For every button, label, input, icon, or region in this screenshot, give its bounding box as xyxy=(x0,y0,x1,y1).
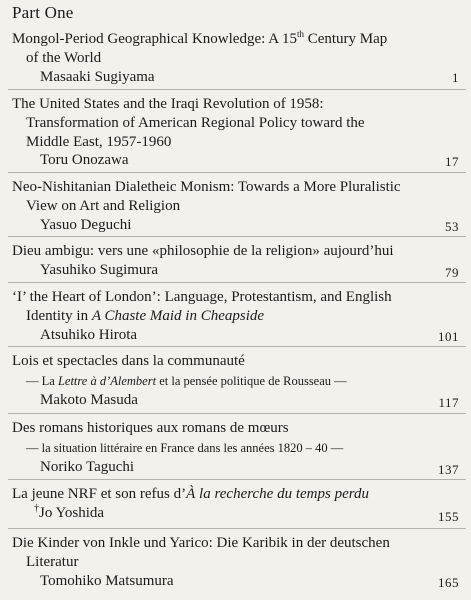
entry-page-number: 53 xyxy=(445,219,459,234)
entry-page-number: 117 xyxy=(438,395,459,410)
entry-page-number: 79 xyxy=(445,265,459,280)
part-title: Part One xyxy=(12,3,74,22)
entry-divider xyxy=(8,282,466,283)
dagger-mark: † xyxy=(34,503,39,514)
entry-page-number: 165 xyxy=(438,575,459,590)
entry-page-number: 137 xyxy=(438,462,459,477)
entry-divider xyxy=(8,346,466,347)
entry-title: Mongol-Period Geographical Knowledge: A 15th Century Map xyxy=(12,29,388,47)
entry-title: The United States and the Iraqi Revolution of 1958: xyxy=(12,96,324,112)
entry-divider xyxy=(8,413,466,414)
entry-title: ‘I’ the Heart of London’: Language, Protestantism, and English xyxy=(12,289,392,305)
entry-title: Neo-Nishitanian Dialetheic Monism: Towards a More Pluralistic xyxy=(12,179,401,195)
entry-title-continued: Literatur xyxy=(26,554,79,570)
entry-author: Toru Onozawa xyxy=(40,152,129,168)
entry-divider xyxy=(8,89,466,90)
entry-divider xyxy=(8,236,466,237)
entry-title-continued: Identity in A Chaste Maid in Cheapside xyxy=(26,308,265,324)
entry-title: Des romans historiques aux romans de mœurs xyxy=(12,420,289,436)
entry-author: Makoto Masuda xyxy=(40,392,138,408)
entry-divider xyxy=(8,479,466,480)
entry-author: Yasuhiko Sugimura xyxy=(40,262,159,278)
entry-title-continued: of the World xyxy=(26,50,102,66)
entry-title: Dieu ambigu: vers une «philosophie de la religion» aujourd’hui xyxy=(12,243,394,259)
entry-page-number: 155 xyxy=(438,509,459,524)
entry-author: Atsuhiko Hirota xyxy=(40,327,138,343)
entry-author: †Jo Yoshida xyxy=(34,503,105,521)
entry-subtitle: — la situation littéraire en France dans les années 1820 – 40 — xyxy=(26,441,344,455)
entry-divider xyxy=(8,528,466,529)
entry-page-number: 17 xyxy=(445,154,459,169)
entry-page-number: 101 xyxy=(438,329,459,344)
entry-author: Yasuo Deguchi xyxy=(40,217,132,233)
entry-subtitle: — La Lettre à d’Alembert et la pensée politique de Rousseau — xyxy=(26,374,347,388)
entry-divider xyxy=(8,172,466,173)
entry-author: Noriko Taguchi xyxy=(40,459,135,475)
entry-title-continued: Middle East, 1957-1960 xyxy=(26,134,172,150)
entry-author: Tomohiko Matsumura xyxy=(40,573,174,589)
entry-title-continued: Transformation of American Regional Policy toward the xyxy=(26,115,365,131)
entry-title-continued: View on Art and Religion xyxy=(26,198,181,214)
entry-author: Masaaki Sugiyama xyxy=(40,69,155,85)
entry-title: Die Kinder von Inkle und Yarico: Die Karibik in der deutschen xyxy=(12,535,390,551)
entry-title: La jeune NRF et son refus d’À la recherche du temps perdu xyxy=(12,486,370,502)
entry-title: Lois et spectacles dans la communauté xyxy=(12,353,245,369)
entry-page-number: 1 xyxy=(452,70,459,85)
